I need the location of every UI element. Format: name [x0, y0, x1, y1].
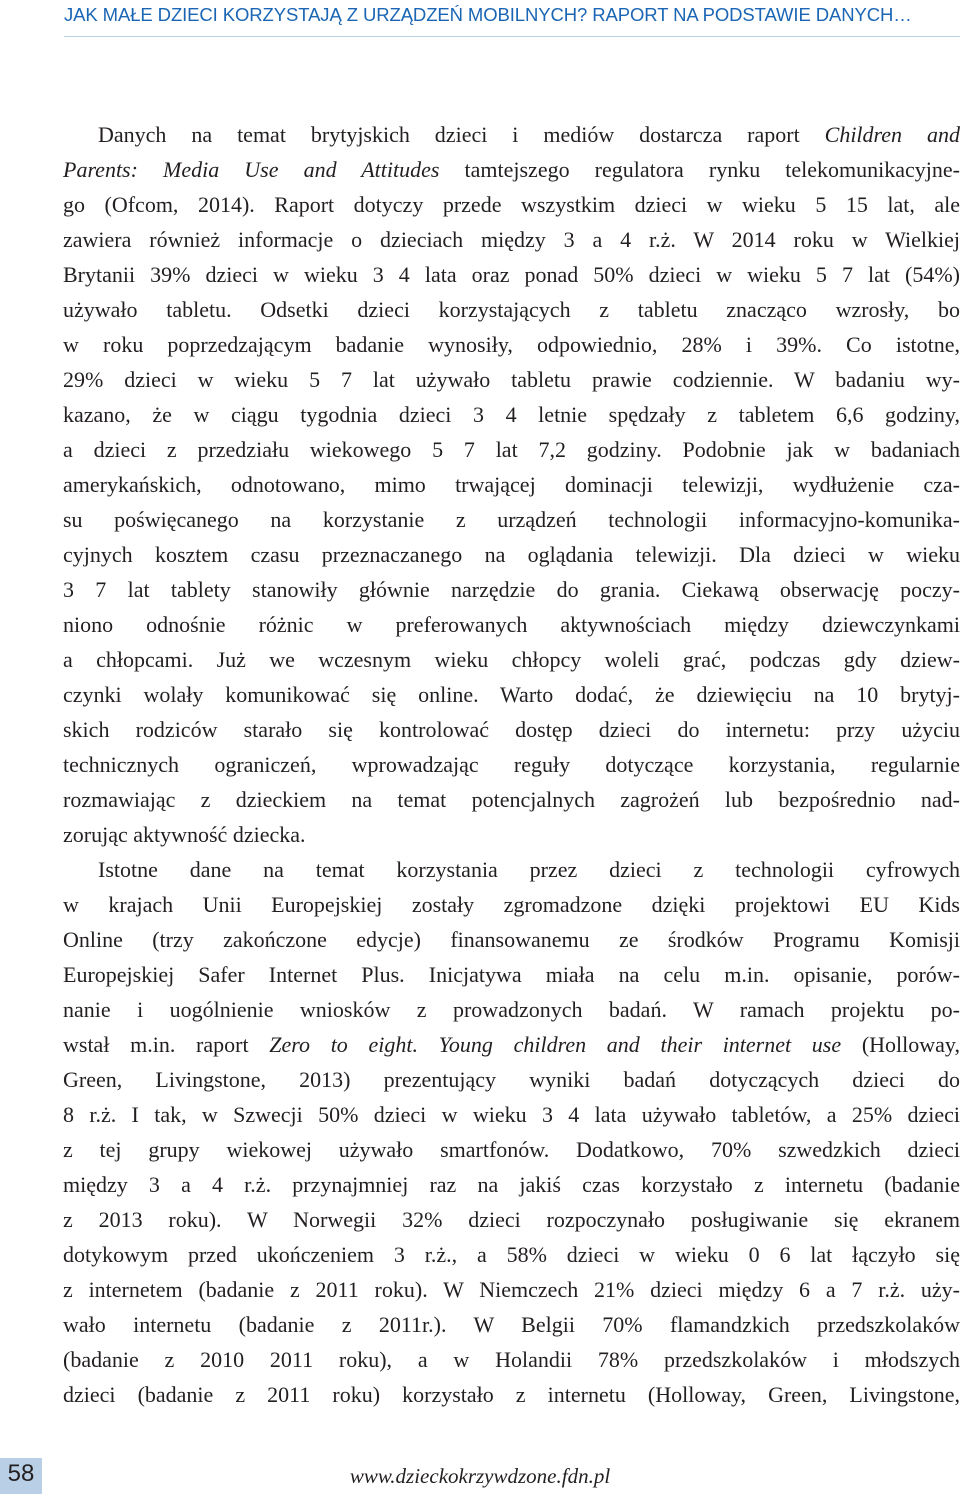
- footer-website: www.dzieckokrzywdzone.fdn.pl: [349, 1464, 611, 1488]
- text-line: 29% dzieci w wieku 5 7 lat używało tabletu prawie codziennie. W badaniu wy-: [63, 367, 960, 392]
- text-line: czynki wolały komunikować się online. Warto dodać, że dziewięciu na 10 brytyj-: [63, 682, 960, 707]
- text-line: Parents: Media Use and Attitudes tamtejszego regulatora rynku telekomunikacyjne-: [63, 157, 960, 182]
- header-divider: [64, 36, 960, 37]
- text-line: go (Ofcom, 2014). Raport dotyczy przede wszystkim dzieci w wieku 5 15 lat, ale: [63, 192, 960, 217]
- text-line: Green, Livingstone, 2013) prezentujący wyniki badań dotyczących dzieci do: [63, 1067, 960, 1092]
- text-line: w krajach Unii Europejskiej zostały zgromadzone dzięki projektowi EU Kids: [63, 892, 960, 917]
- running-header: JAK MAŁE DZIECI KORZYSTAJĄ Z URZĄDZEŃ MOBILNYCH? RAPORT NA PODSTAWIE DANYCH…: [64, 4, 912, 25]
- text-line: zorując aktywność dziecka.: [63, 822, 306, 847]
- text-line: kazano, że w ciągu tygodnia dzieci 3 4 letnie spędzały z tabletem 6,6 godziny,: [63, 402, 960, 427]
- text-line: wstał m.in. raport Zero to eight. Young children and their internet use (Holloway,: [63, 1032, 960, 1057]
- text-line: dotykowym przed ukończeniem 3 r.ż., a 58% dzieci w wieku 0 6 lat łączyło się: [63, 1242, 960, 1267]
- text-line: niono odnośnie różnic w preferowanych aktywnościach między dziewczynkami: [63, 612, 960, 637]
- text-line: (badanie z 2010 2011 roku), a w Holandii 78% przedszkolaków i młodszych: [63, 1347, 960, 1372]
- text-line: używało tabletu. Odsetki dzieci korzystających z tabletu znacząco wzrosły, bo: [63, 297, 960, 322]
- text-line: Online (trzy zakończone edycje) finansowanemu ze środków Programu Komisji: [63, 927, 960, 952]
- text-line: a dzieci z przedziału wiekowego 5 7 lat 7,2 godziny. Podobnie jak w badaniach: [63, 437, 960, 462]
- page-number: 58: [7, 1460, 35, 1487]
- text-line: Danych na temat brytyjskich dzieci i mediów dostarcza raport Children and: [98, 122, 960, 147]
- text-line: Europejskiej Safer Internet Plus. Inicjatywa miała na celu m.in. opisanie, porów-: [63, 962, 960, 987]
- text-line: z 2013 roku). W Norwegii 32% dzieci rozpoczynało posługiwanie się ekranem: [63, 1207, 960, 1232]
- text-line: dzieci (badanie z 2011 roku) korzystało z internetu (Holloway, Green, Livingstone,: [63, 1382, 960, 1407]
- text-line: Brytanii 39% dzieci w wieku 3 4 lata oraz ponad 50% dzieci w wieku 5 7 lat (54%): [63, 262, 960, 287]
- text-line: nanie i uogólnienie wniosków z prowadzonych badań. W ramach projektu po-: [63, 997, 960, 1022]
- text-line: 8 r.ż. I tak, w Szwecji 50% dzieci w wieku 3 4 lata używało tabletów, a 25% dzieci: [63, 1102, 960, 1127]
- text-line: w roku poprzedzającym badanie wynosiły, odpowiednio, 28% i 39%. Co istotne,: [63, 332, 960, 357]
- text-line: zawiera również informacje o dzieciach między 3 a 4 r.ż. W 2014 roku w Wielkiej: [63, 227, 960, 252]
- text-line: rozmawiając z dzieckiem na temat potencjalnych zagrożeń lub bezpośrednio nad-: [63, 787, 960, 812]
- text-line: skich rodziców starało się kontrolować dostęp dzieci do internetu: przy użyciu: [63, 717, 960, 742]
- text-line: wało internetu (badanie z 2011r.). W Belgii 70% flamandzkich przedszkolaków: [63, 1312, 960, 1337]
- text-line: 3 7 lat tablety stanowiły głównie narzędzie do grania. Ciekawą obserwację poczy-: [63, 577, 960, 602]
- paragraph-1: [63, 117, 960, 852]
- article-body: [63, 117, 960, 1412]
- text-line: z internetem (badanie z 2011 roku). W Niemczech 21% dzieci między 6 a 7 r.ż. uży-: [63, 1277, 960, 1302]
- text-line: technicznych ograniczeń, wprowadzając reguły dotyczące korzystania, regularnie: [63, 752, 960, 777]
- text-line: a chłopcami. Już we wczesnym wieku chłopcy woleli grać, podczas gdy dziew-: [63, 647, 960, 672]
- text-line: Istotne dane na temat korzystania przez dzieci z technologii cyfrowych: [98, 857, 960, 882]
- paragraph-2: [63, 852, 960, 1412]
- text-line: między 3 a 4 r.ż. przynajmniej raz na jakiś czas korzystało z internetu (badanie: [63, 1172, 960, 1197]
- text-line: amerykańskich, odnotowano, mimo trwającej dominacji telewizji, wydłużenie cza-: [63, 472, 960, 497]
- text-line: cyjnych kosztem czasu przeznaczanego na oglądania telewizji. Dla dzieci w wieku: [63, 542, 960, 567]
- text-line: z tej grupy wiekowej używało smartfonów. Dodatkowo, 70% szwedzkich dzieci: [63, 1137, 960, 1162]
- text-line: su poświęcanego na korzystanie z urządzeń technologii informacyjno-komunika-: [63, 507, 960, 532]
